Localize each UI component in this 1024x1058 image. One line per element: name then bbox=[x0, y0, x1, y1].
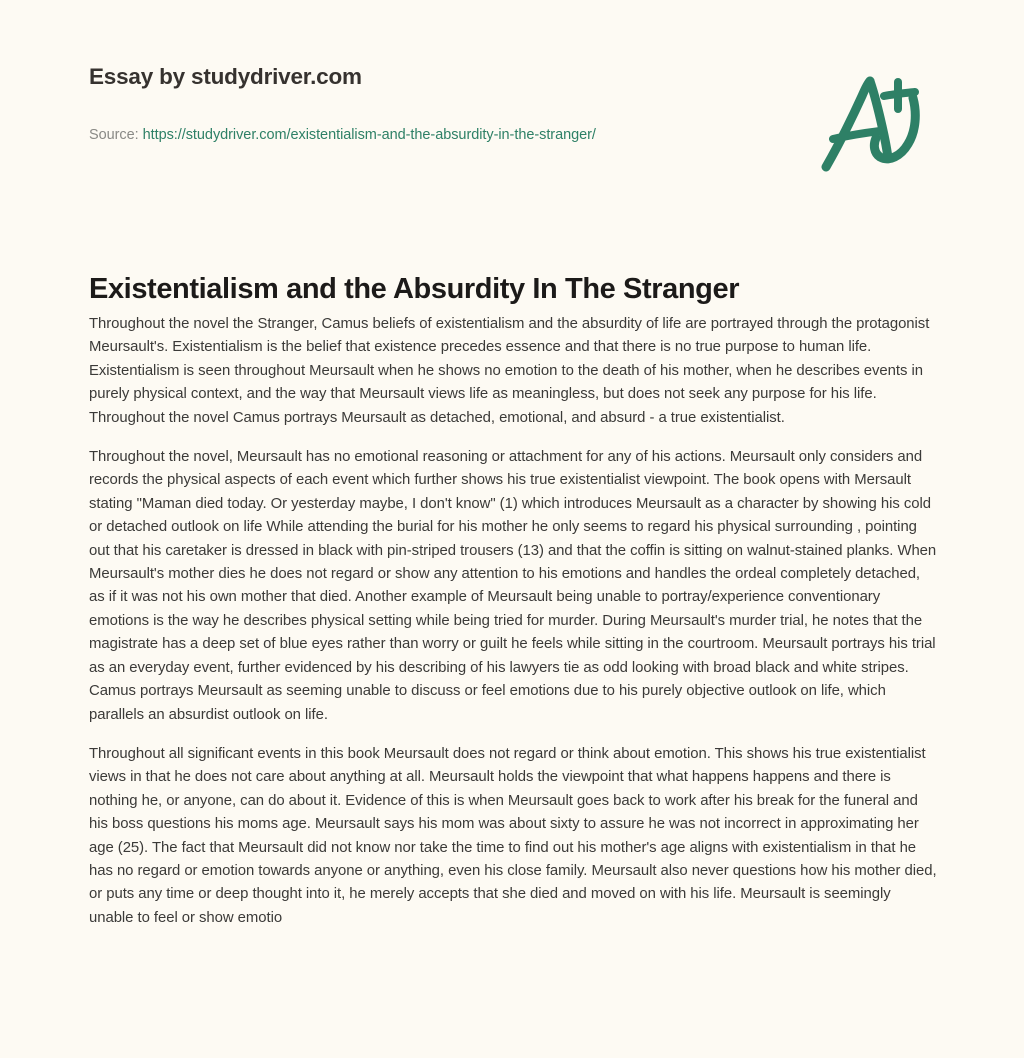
essay-paragraph: Throughout all significant events in this book Meursault does not regard or think about emotion. This shows his true existentialist views in that he does not care about anything at all. Meursault holds the viewpoint that what happens happens and there is nothing he, or anyone, can do about it. Evidence of this is when Meursault goes back to work after his break for the funeral and his boss questions his moms age. Meursault says his mom was about sixty to assure he was not incorrect in approximating her age (25). The fact that Meursault did not know nor take the time to find out his mother's age aligns with existentialism in that he has no regard or emotion towards anyone or anything, even his close family. Meursault also never questions how his mother died, or puts any time or deep thought into it, he merely accepts that she died and moved on with his life. Meursault is seemingly unable to feel or show emotio bbox=[89, 745, 937, 926]
source-label: Source: bbox=[89, 127, 139, 143]
page-title: Existentialism and the Absurdity In The Stranger bbox=[89, 273, 740, 306]
brand-byline: Essay by studydriver.com bbox=[89, 64, 362, 89]
source-url-link[interactable]: https://studydriver.com/existentialism-and-the-absurdity-in-the-stranger/ bbox=[142, 127, 596, 143]
essay-body bbox=[89, 313, 939, 930]
essay-paragraph: Throughout the novel, Meursault has no emotional reasoning or attachment for any of his actions. Meursault only considers and records the physical aspects of each event which further shows his true existentialist viewpoint. The book opens with Mersault stating "Maman died today. Or yesterday maybe, I don't know" (1) which introduces Meursault as a character by showing his cold or detached outlook on life While attending the burial for his mother he only seems to regard his physical surrounding , pointing out that his caretaker is dressed in black with pin-striped trousers (13) and that the coffin is sitting on walnut-stained planks. When Meursault's mother dies he does not regard or show any attention to his emotions and handles the ordeal completely detached, as if it was not his own mother that died. Another example of Meursault being unable to portray/experience conventionary emotions is the way he describes physical setting while being tried for murder. During Meursault's murder trial, he notes that the magistrate has a deep set of blue eyes rather than worry or guilt he feels while sitting in the courtroom. Meursault portrays his trial as an everyday event, further evidenced by his describing of his lawyers tie as odd looking with broad black and white stripes. Camus portrays Meursault as seeming unable to discuss or feel emotions due to his purely objective outlook on life, which parallels an absurdist outlook on life. bbox=[89, 449, 937, 723]
a-plus-logo-icon bbox=[812, 68, 930, 180]
document-header bbox=[0, 0, 1024, 200]
essay-paragraph: Throughout the novel the Stranger, Camus beliefs of existentialism and the absurdity of life are portrayed through the protagonist Meursault's. Existentialism is the belief that existence precedes essence and that there is no true purpose to human life. Existentialism is seen throughout Meursault when he shows no emotion to the death of his mother, when he describes events in purely physical context, and the way that Meursault views life as meaningless, but does not seek any purpose for his life. Throughout the novel Camus portrays Meursault as detached, emotional, and absurd - a true existentialist. bbox=[89, 316, 930, 426]
source-line bbox=[89, 127, 596, 143]
